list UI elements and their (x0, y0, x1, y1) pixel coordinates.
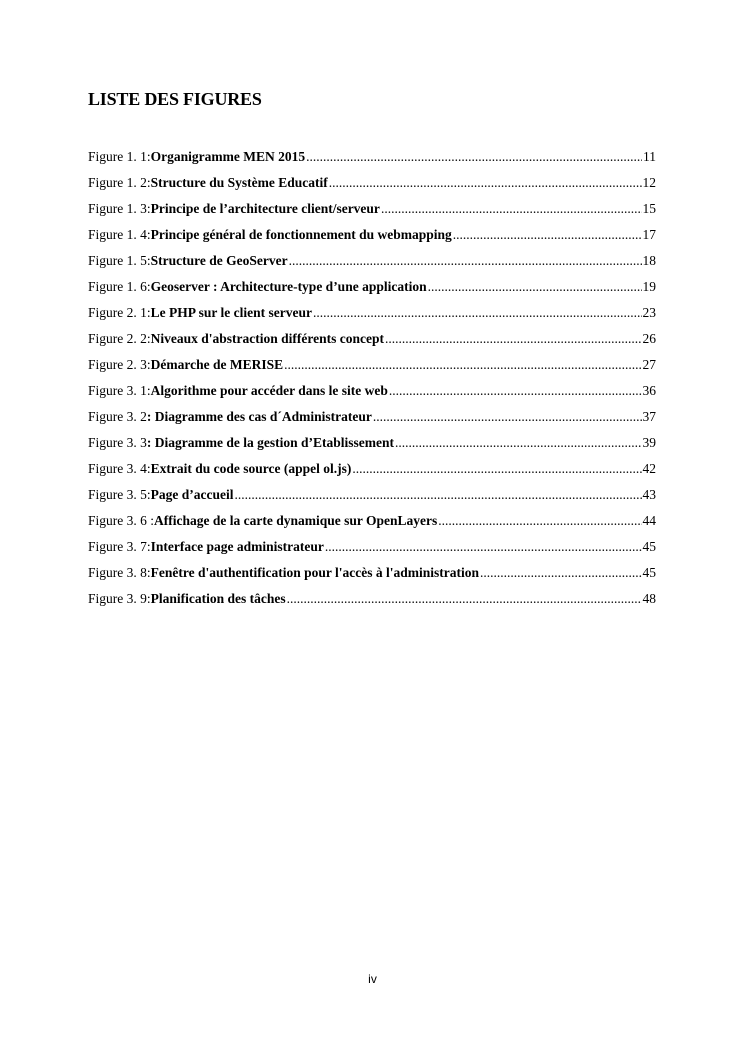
dot-leader (453, 224, 642, 246)
figure-label: Figure 3. 8: (88, 565, 151, 580)
figure-page-number: 36 (642, 383, 656, 398)
figure-entry[interactable] (88, 536, 656, 562)
figure-page-number: 18 (642, 253, 656, 268)
dot-leader (373, 406, 642, 428)
figure-entry[interactable] (88, 458, 656, 484)
figure-page-number: 12 (642, 175, 656, 190)
figure-entry[interactable] (88, 380, 656, 406)
figure-title: : Diagramme des cas d´Administrateur (146, 409, 372, 424)
figure-title: Organigramme MEN 2015 (150, 149, 306, 164)
figure-entry[interactable] (88, 432, 656, 458)
figure-label: Figure 2. 2: (88, 331, 151, 346)
dot-leader (306, 146, 642, 168)
dot-leader (395, 432, 642, 454)
figure-entry[interactable] (88, 562, 656, 588)
dot-leader (284, 354, 641, 376)
figure-label: Figure 1. 1: (88, 149, 151, 164)
figure-label: Figure 3. 9: (88, 591, 151, 606)
figure-page-number: 42 (642, 461, 656, 476)
figure-title: Interface page administrateur (150, 539, 324, 554)
figure-page-number: 48 (642, 591, 656, 606)
figure-page-number: 43 (642, 487, 656, 502)
figure-label: Figure 3. 7: (88, 539, 151, 554)
figure-entry[interactable] (88, 276, 656, 302)
figure-label: Figure 3. 5: (88, 487, 151, 502)
dot-leader (389, 380, 642, 402)
figure-title: Structure du Système Educatif (150, 175, 328, 190)
dot-leader (480, 562, 642, 584)
figure-entry[interactable] (88, 510, 656, 536)
figure-entry[interactable] (88, 302, 656, 328)
dot-leader (325, 536, 642, 558)
figure-title: Le PHP sur le client serveur (150, 305, 312, 320)
figure-label: Figure 1. 5: (88, 253, 151, 268)
figure-entry[interactable] (88, 250, 656, 276)
dot-leader (289, 250, 642, 272)
figure-title: Principe général de fonctionnement du webmapping (150, 227, 452, 242)
figure-label: Figure 2. 1: (88, 305, 151, 320)
figure-label: Figure 1. 4: (88, 227, 151, 242)
figure-page-number: 39 (642, 435, 656, 450)
figure-title: Affichage de la carte dynamique sur OpenLayers (154, 513, 438, 528)
figure-page-number: 45 (642, 565, 656, 580)
figure-title: Geoserver : Architecture-type d’une application (150, 279, 427, 294)
figure-label: Figure 3. 1: (88, 383, 151, 398)
figure-page-number: 17 (642, 227, 656, 242)
figure-title: Niveaux d'abstraction différents concept (150, 331, 384, 346)
figure-title: Démarche de MERISE (150, 357, 284, 372)
page-title: LISTE DES FIGURES (88, 89, 262, 109)
figure-page-number: 44 (642, 513, 656, 528)
figure-page-number: 27 (642, 357, 656, 372)
figure-entry[interactable] (88, 146, 656, 172)
list-of-figures (88, 146, 656, 614)
dot-leader (352, 458, 641, 480)
dot-leader (438, 510, 641, 532)
figure-title: Page d’accueil (150, 487, 234, 502)
dot-leader (234, 484, 641, 506)
figure-title: Extrait du code source (appel ol.js) (150, 461, 352, 476)
figure-title: Structure de GeoServer (150, 253, 288, 268)
figure-title: Fenêtre d'authentification pour l'accès à l'administration (150, 565, 479, 580)
figure-entry[interactable] (88, 328, 656, 354)
figure-label: Figure 1. 3: (88, 201, 151, 216)
figure-page-number: 45 (642, 539, 656, 554)
figure-label: Figure 3. 4: (88, 461, 151, 476)
figure-entry[interactable] (88, 354, 656, 380)
dot-leader (381, 198, 642, 220)
figure-title: : Diagramme de la gestion d’Etablissement (146, 435, 394, 450)
dot-leader (428, 276, 642, 298)
figure-label: Figure 3. 6 : (88, 513, 154, 528)
figure-label: Figure 2. 3: (88, 357, 151, 372)
dot-leader (313, 302, 642, 324)
figure-page-number: 26 (642, 331, 656, 346)
figure-entry[interactable] (88, 224, 656, 250)
figure-page-number: 19 (642, 279, 656, 294)
figure-label: Figure 3. 3 (88, 435, 147, 450)
figure-page-number: 37 (642, 409, 656, 424)
figure-page-number: 23 (642, 305, 656, 320)
footer-page-number: iv (368, 972, 377, 986)
figure-label: Figure 1. 6: (88, 279, 151, 294)
figure-entry[interactable] (88, 198, 656, 224)
figure-entry[interactable] (88, 484, 656, 510)
figure-label: Figure 3. 2 (88, 409, 147, 424)
figure-page-number: 11 (643, 149, 656, 164)
dot-leader (385, 328, 642, 350)
figure-entry[interactable] (88, 406, 656, 432)
figure-title: Planification des tâches (150, 591, 286, 606)
figure-entry[interactable] (88, 588, 656, 614)
figure-entry[interactable] (88, 172, 656, 198)
figure-title: Algorithme pour accéder dans le site web (150, 383, 388, 398)
dot-leader (287, 588, 642, 610)
figure-page-number: 15 (642, 201, 656, 216)
dot-leader (329, 172, 642, 194)
figure-label: Figure 1. 2: (88, 175, 151, 190)
figure-title: Principe de l’architecture client/serveur (150, 201, 380, 216)
